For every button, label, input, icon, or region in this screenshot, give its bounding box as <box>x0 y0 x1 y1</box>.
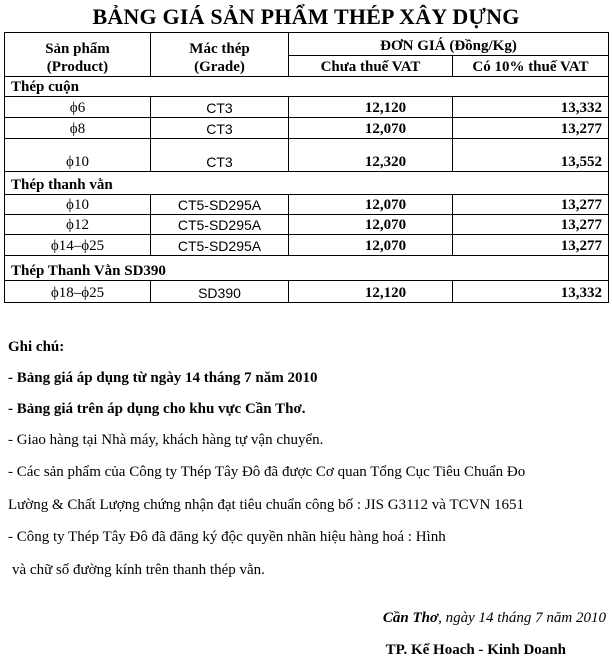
price-cell: 12,070 <box>289 215 453 235</box>
note-delivery: - Giao hàng tại Nhà máy, khách hàng tự vận chuyển. <box>8 432 324 448</box>
size-cell: ϕ8 <box>5 118 151 139</box>
group-title: Thép thanh vằn <box>5 172 609 195</box>
group-title: Thép cuộn <box>5 77 609 97</box>
size-cell: ϕ6 <box>5 97 151 118</box>
size-cell: ϕ12 <box>5 215 151 235</box>
signature-date-text: , ngày 14 tháng 7 năm 2010 <box>438 610 606 626</box>
header-product <box>5 33 151 77</box>
table-row <box>5 215 609 235</box>
price-vat-cell: 13,332 <box>453 281 609 303</box>
table-row <box>5 235 609 256</box>
size-cell: ϕ10 <box>5 139 151 172</box>
table-row <box>5 195 609 215</box>
signature-date <box>383 610 606 627</box>
table-row <box>5 281 609 303</box>
header-price: ĐƠN GIÁ (Đồng/Kg) <box>289 33 609 56</box>
price-table <box>4 32 609 303</box>
signature-place: Cần Thơ <box>382 610 439 626</box>
notes-heading: Ghi chú: <box>8 339 65 355</box>
header-grade <box>151 33 289 77</box>
grade-cell: CT5-SD295A <box>151 215 289 235</box>
grade-cell: SD390 <box>151 281 289 303</box>
size-cell: ϕ10 <box>5 195 151 215</box>
grade-cell: CT3 <box>151 97 289 118</box>
note-certification-line2: Lường & Chất Lượng chứng nhận đạt tiêu chuẩn công bố : JIS G3112 và TCVN 1651 <box>8 497 525 513</box>
price-cell: 12,070 <box>289 195 453 215</box>
grade-cell: CT3 <box>151 118 289 139</box>
header-vat: Có 10% thuế VAT <box>453 56 609 77</box>
grade-cell: CT5-SD295A <box>151 235 289 256</box>
header-product-en: (Product) <box>46 59 109 75</box>
price-cell: 12,070 <box>289 235 453 256</box>
note-trademark-line1: - Công ty Thép Tây Đô đã đăng ký độc quyền nhãn hiệu hàng hoá : Hình <box>8 529 446 545</box>
size-cell: ϕ14–ϕ25 <box>5 235 151 256</box>
price-cell: 12,070 <box>289 118 453 139</box>
price-vat-cell: 13,277 <box>453 118 609 139</box>
group-title: Thép Thanh Vằn SD390 <box>5 256 609 281</box>
signature-department: TP. Kế Hoach - Kinh Doanh <box>385 642 566 658</box>
price-vat-cell: 13,332 <box>453 97 609 118</box>
header-product-label: Sản phẩm <box>45 41 110 57</box>
table-row <box>5 139 609 172</box>
note-certification-line1: - Các sản phẩm của Công ty Thép Tây Đô đã được Cơ quan Tổng Cục Tiêu Chuẩn Đo <box>8 464 526 480</box>
grade-cell: CT3 <box>151 139 289 172</box>
price-vat-cell: 13,277 <box>453 215 609 235</box>
price-vat-cell: 13,277 <box>453 235 609 256</box>
price-vat-cell: 13,552 <box>453 139 609 172</box>
note-effective-date: - Bảng giá áp dụng từ ngày 14 tháng 7 năm 2010 <box>8 370 318 386</box>
note-region: - Bảng giá trên áp dụng cho khu vực Cần Thơ. <box>8 401 306 417</box>
grade-cell: CT5-SD295A <box>151 195 289 215</box>
table-row <box>5 118 609 139</box>
header-grade-label: Mác thép <box>189 41 250 57</box>
page-title: BẢNG GIÁ SẢN PHẨM THÉP XÂY DỰNG <box>92 4 520 29</box>
price-cell: 12,320 <box>289 139 453 172</box>
size-cell: ϕ18–ϕ25 <box>5 281 151 303</box>
header-no-vat: Chưa thuế VAT <box>289 56 453 77</box>
price-vat-cell: 13,277 <box>453 195 609 215</box>
note-trademark-line2: và chữ số đường kính trên thanh thép vằn. <box>12 562 265 578</box>
table-row <box>5 97 609 118</box>
header-grade-en: (Grade) <box>194 59 245 75</box>
price-cell: 12,120 <box>289 281 453 303</box>
price-cell: 12,120 <box>289 97 453 118</box>
